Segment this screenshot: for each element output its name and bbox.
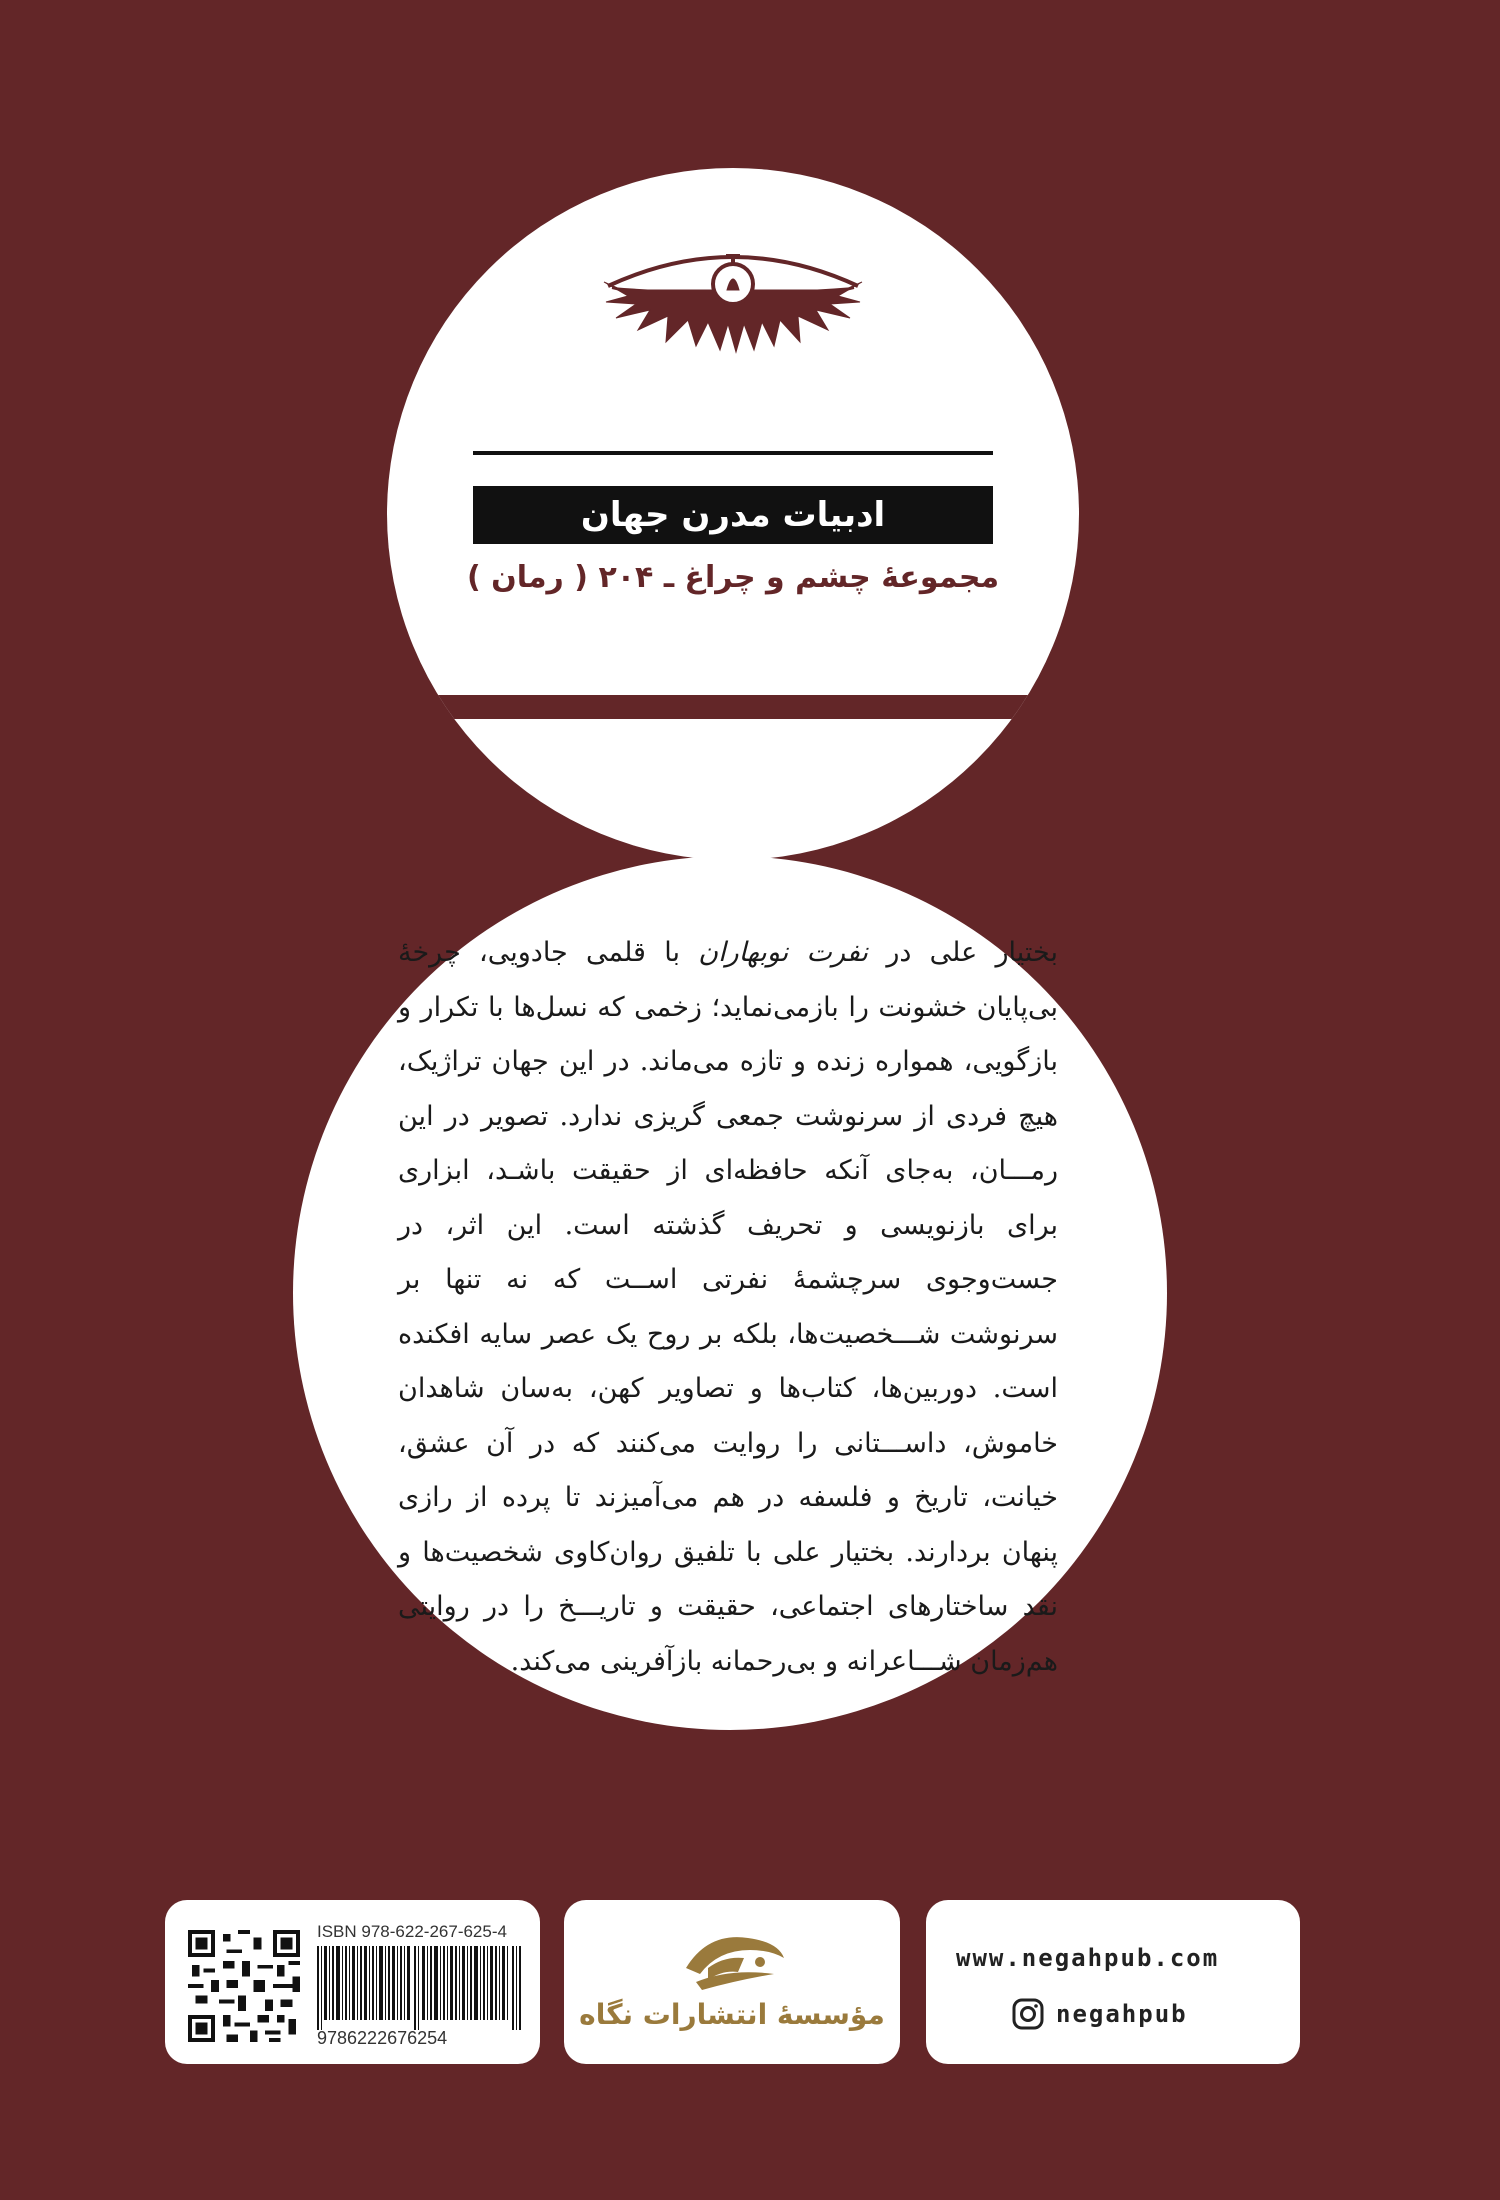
instagram-handle: negahpub (1056, 2000, 1188, 2028)
blurb-circle (293, 856, 1167, 1730)
publisher-name: مؤسسۀ انتشارات نگاه (579, 1998, 885, 2031)
qr-code-icon (188, 1930, 300, 2042)
blurb-body: با قلمی جادویی، چرخۀ بی‌پایان خشونت را بازمی‌نماید؛ زخمی که نسل‌ها با تکرار و بازگویی، همواره زنده و تازه می‌ماند. در این جهان تراژیک، هیچ فردی از سرنوشت جمعی گریزی ندارد. تصویر در این رمـــان، به‌جای آنکه حافظه‌ای از حقیقت باشـد، ابزاری برای بازنویسی و تحریف گذشته است. این اثر، در جست‌وجوی سرچشمۀ نفرتی اســت که نه تنها بر سرنوشت شـــخصیت‌ها، بلکه بر روح یک عصر سایه افکنده است. دوربین‌ها، کتاب‌ها و تصاویر کهن، به‌سان شاهدان خاموش، داســـتانی را روایت می‌کنند که در آن عشق، خیانت، تاریخ و فلسفه در هم می‌آمیزند تا پرده از رازی پنهان بردارند. بختیار علی با تلفیق روان‌کاوی شخصیت‌ها و نقد ساختارهای اجتماعی، حقیقت و تاریـــخ را در روایتی هم‌زمان شـــاعرانه و بی‌رحمانه بازآفرینی می‌کند. (398, 937, 1058, 1677)
eye-lamp-icon (602, 246, 864, 356)
barcode-icon (317, 1946, 521, 2030)
blurb-author-intro: بختیار علی در (886, 937, 1058, 968)
instagram-row[interactable] (1012, 1998, 1188, 2030)
isbn-digits: 9786222676254 (317, 2028, 448, 2048)
isbn-label: ISBN 978-622-267-625-4 (317, 1922, 507, 1941)
website-link[interactable]: www.negahpub.com (956, 1944, 1220, 1972)
instagram-icon (1012, 1998, 1044, 2030)
blurb-book-title: نفرت نوبهاران (698, 937, 869, 968)
negah-logo-icon (678, 1928, 788, 1992)
collection-label: مجموعۀ چشم و چراغ ـ ۲۰۴ ( رمان ) (466, 560, 1000, 595)
series-title: ادبیات مدرن جهان (473, 486, 993, 544)
circle-cut-band (387, 695, 1079, 719)
series-emblem-circle (387, 168, 1079, 860)
publisher-logo-box (564, 1900, 900, 2064)
contact-box (926, 1900, 1300, 2064)
back-cover-blurb (398, 926, 1058, 1689)
divider-line (473, 451, 993, 455)
isbn-box (165, 1900, 540, 2064)
